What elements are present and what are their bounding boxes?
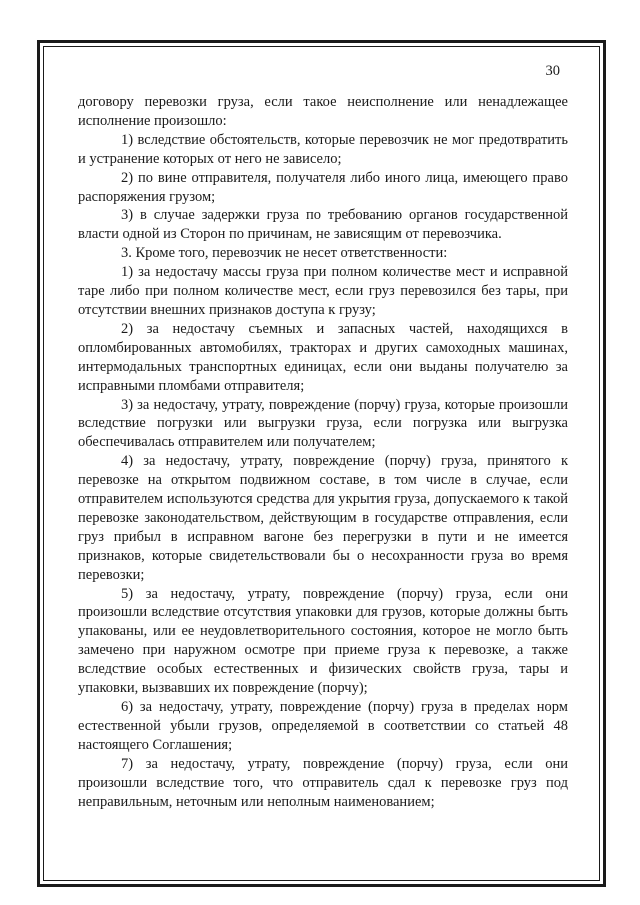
paragraph-subitem-2: 2) за недостачу съемных и запасных частей, находящихся в опломбированных автомобилях, тракторах и других самоходных машинах, интермодальных транспортных единицах, если они выданы получателю за исправными пломбами отправителя;: [78, 320, 568, 394]
paragraph-subitem-5: 5) за недостачу, утрату, повреждение (порчу) груза, если они произошли вследствие отсутствия упаковки для грузов, которые должны быть упакованы, или ее неудовлетворительного состояния, которое не могло быть замечено при наружном осмотре при приеме груза к перевозке, а также вследствие особых естественных и физических свойств груза, тары и упаковки, вызвавших их повреждение (порчу);: [78, 585, 568, 697]
paragraph-item-1: 1) вследствие обстоятельств, которые перевозчик не мог предотвратить и устранение которых от него не зависело;: [78, 131, 568, 167]
page-number: 30: [545, 63, 560, 79]
document-body: [78, 93, 568, 811]
paragraph-subitem-4: 4) за недостачу, утрату, повреждение (порчу) груза, принятого к перевозке на открытом подвижном составе, в том числе в случае, если отправителем используются средства для укрытия груза, допускаемого к такой перевозке законодательством, действующим в государстве отправления, если груз прибыл в исправном вагоне без перегрузки в пути и не имеется признаков, которые свидетельствовали бы о несохранности груза во время перевозки;: [78, 453, 568, 583]
paragraph-subitem-7: 7) за недостачу, утрату, повреждение (порчу) груза, если они произошли вследствие того, что отправитель сдал к перевозке груз под неправильным, неточным или неполным наименованием;: [78, 755, 568, 810]
paragraph-item-2: 2) по вине отправителя, получателя либо иного лица, имеющего право распоряжения грузом;: [78, 169, 568, 205]
paragraph-item-3: 3) в случае задержки груза по требованию органов государственной власти одной из Сторон по причинам, не зависящим от перевозчика.: [78, 207, 568, 243]
paragraph-subitem-1: 1) за недостачу массы груза при полном количестве мест и исправной таре либо при полном количестве мест, если груз перевозился без тары, при отсутствии внешних признаков доступа к грузу;: [78, 264, 568, 318]
paragraph-subitem-6: 6) за недостачу, утрату, повреждение (порчу) груза в пределах норм естественной убыли грузов, определяемой в соответствии со статьей 48 настоящего Соглашения;: [78, 699, 568, 753]
paragraph-subitem-3: 3) за недостачу, утрату, повреждение (порчу) груза, которые произошли вследствие погрузки или выгрузки груза, если погрузка или выгрузка обеспечивалась отправителем или получателем;: [78, 396, 568, 451]
paragraph-continuation: договору перевозки груза, если такое неисполнение или ненадлежащее исполнение произошло:: [78, 94, 568, 129]
paragraph-section-3: 3. Кроме того, перевозчик не несет ответственности:: [121, 245, 448, 262]
